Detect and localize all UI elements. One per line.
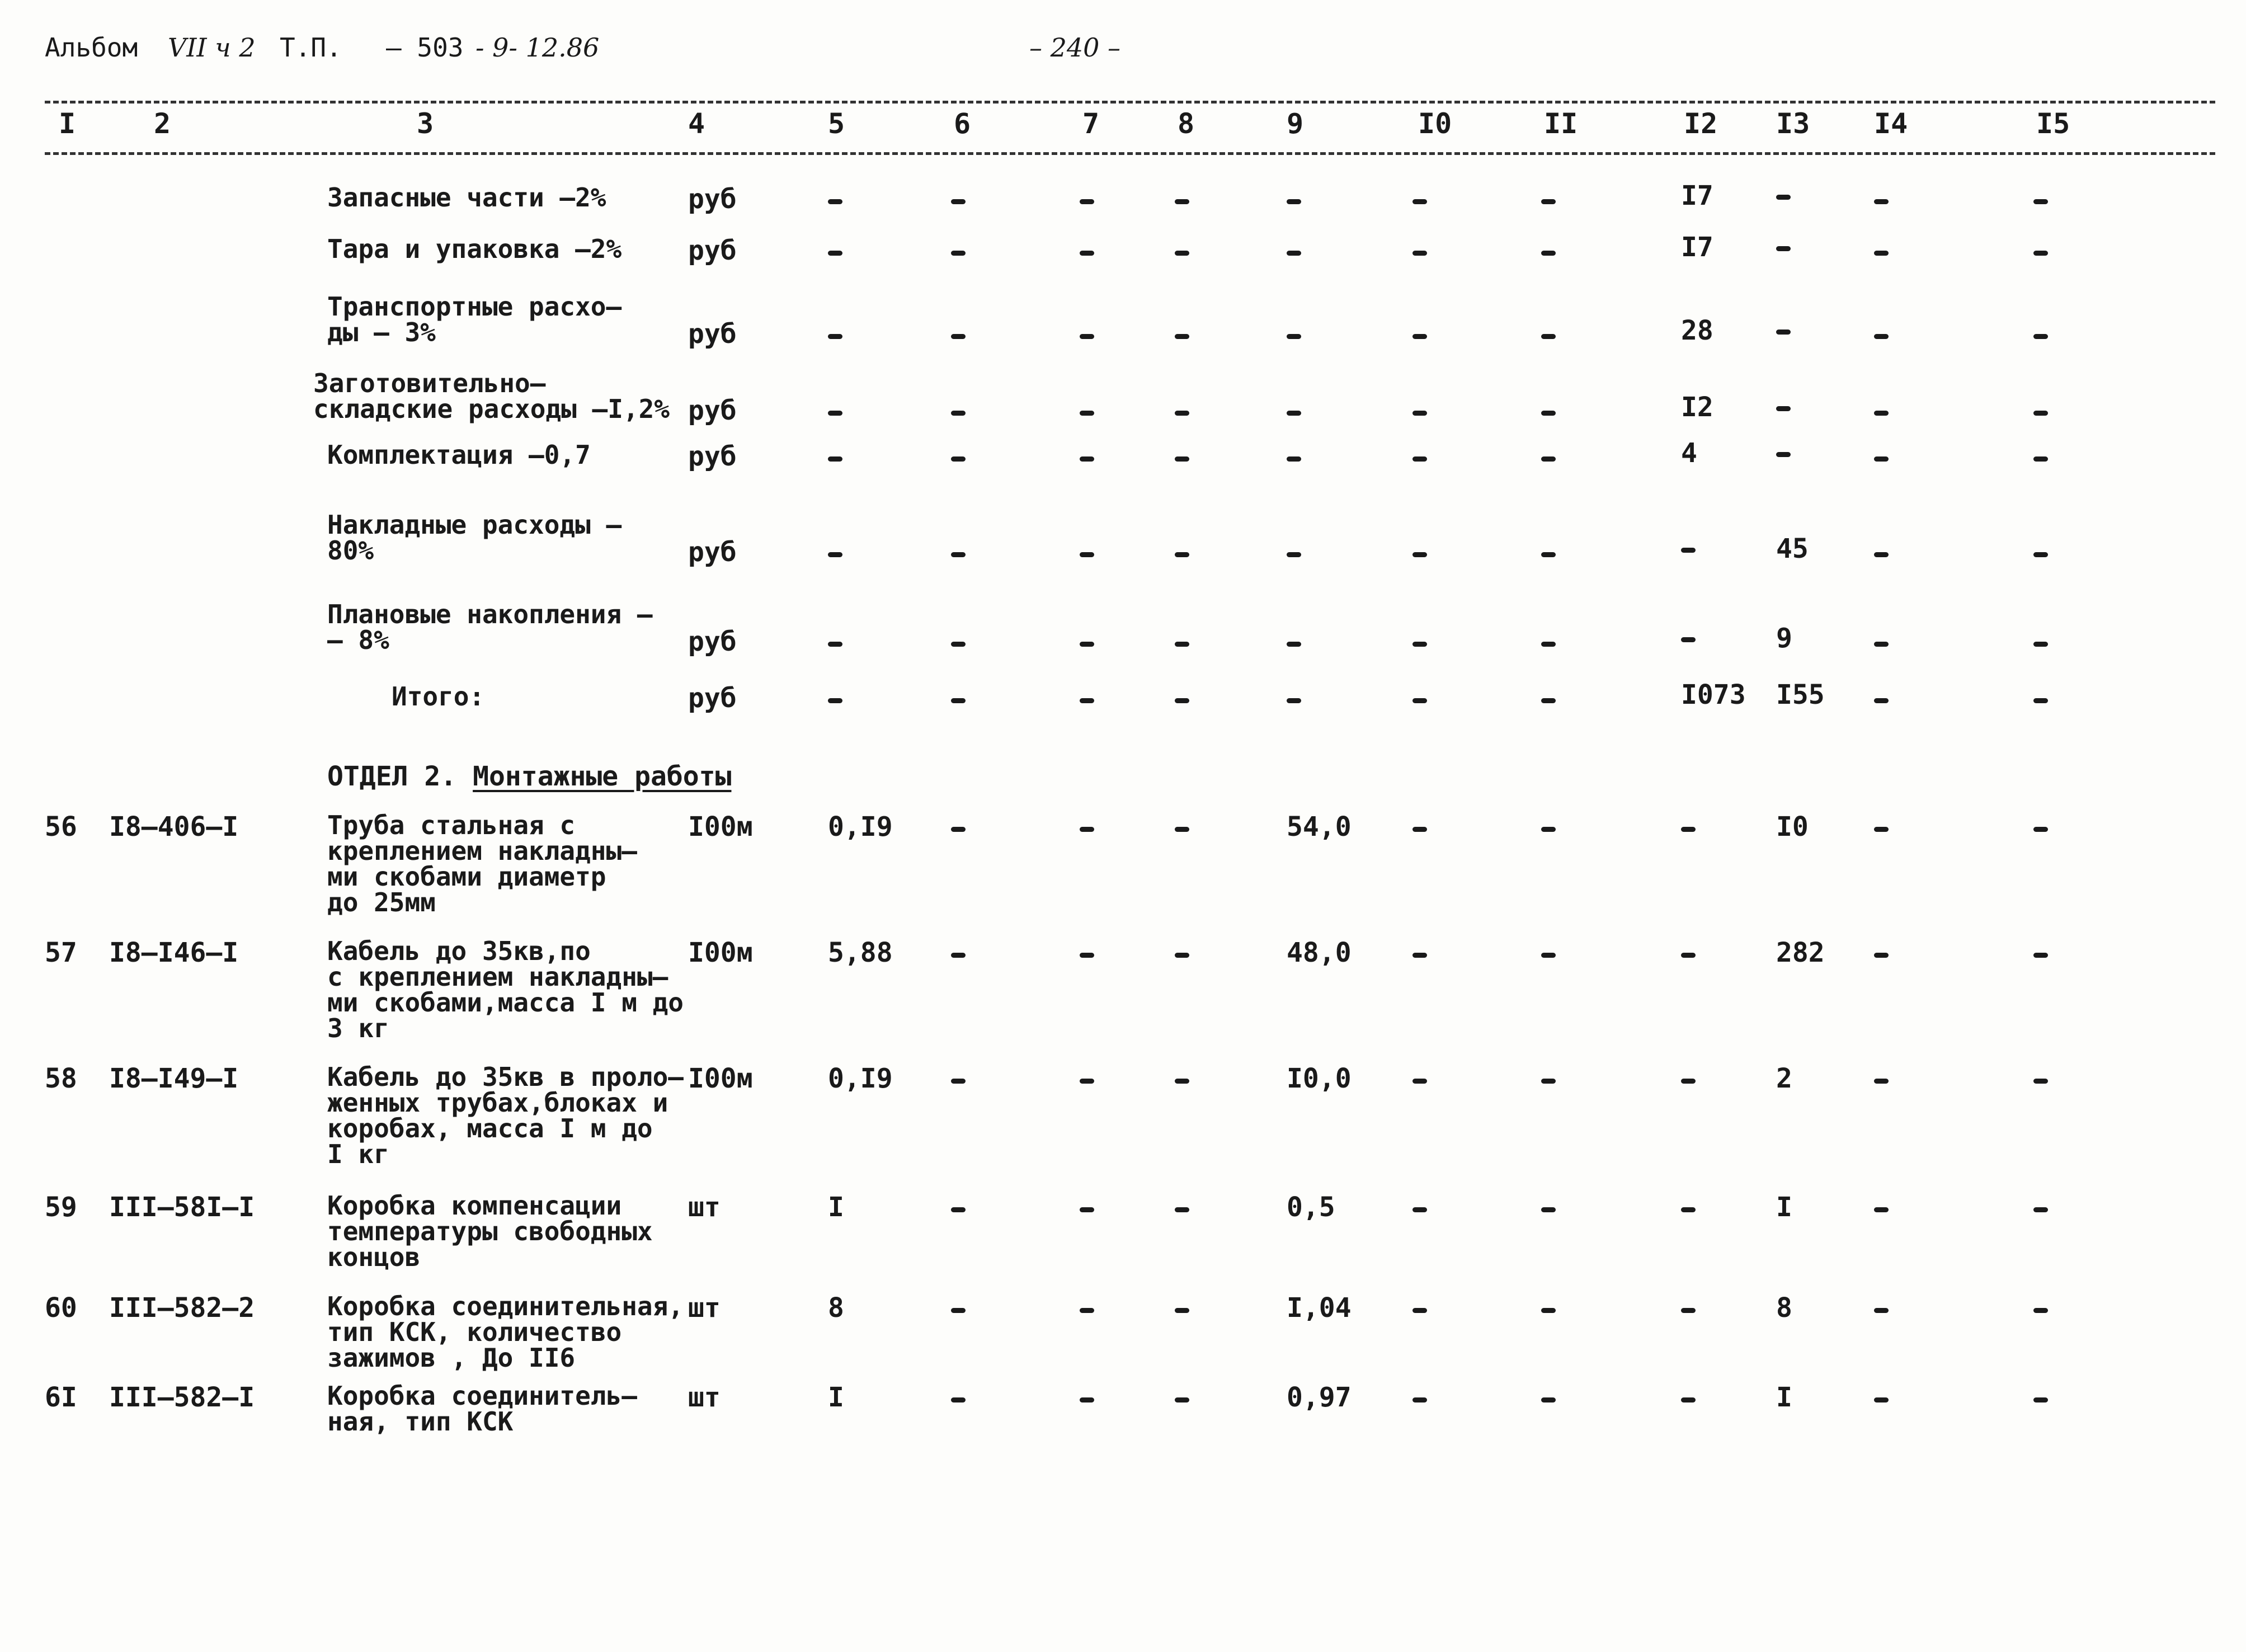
empty-cell-dash [828, 411, 842, 416]
empty-cell-dash [1541, 552, 1556, 557]
quantity-cell: 0,I9 [828, 811, 893, 843]
empty-cell-dash [1681, 1397, 1696, 1402]
empty-cell-dash [1541, 827, 1556, 832]
empty-cell-dash [1175, 1308, 1189, 1313]
empty-cell-dash [1541, 199, 1556, 204]
empty-cell-dash [1412, 1397, 1427, 1402]
row-number: 56 [45, 811, 77, 843]
empty-cell-dash [1541, 411, 1556, 416]
item-description: Комплектация –0,7 [327, 440, 591, 470]
row-number: 60 [45, 1292, 77, 1324]
empty-cell-dash [1287, 199, 1301, 204]
col12-value: I7 [1681, 232, 1713, 263]
empty-cell-dash [1681, 548, 1696, 553]
quantity-cell: 0,I9 [828, 1063, 893, 1094]
item-description: Накладные расходы – 80% [327, 510, 622, 566]
empty-cell-dash [1541, 456, 1556, 462]
empty-cell-dash [1287, 251, 1301, 256]
empty-cell-dash [1776, 246, 1791, 251]
empty-cell-dash [1175, 334, 1189, 339]
empty-cell-dash [1080, 827, 1094, 832]
col13-value: 282 [1776, 937, 1825, 968]
empty-cell-dash [1412, 698, 1427, 703]
empty-cell-dash [828, 199, 842, 204]
unit-cell: руб [688, 536, 737, 568]
empty-cell-dash [951, 642, 966, 647]
empty-cell-dash [951, 1308, 966, 1313]
empty-cell-dash [1287, 642, 1301, 647]
col13-value: 8 [1776, 1292, 1792, 1324]
project-code-prefix: – 503 [386, 32, 464, 63]
empty-cell-dash [1874, 642, 1889, 647]
section-header [327, 761, 731, 792]
empty-cell-dash [1874, 1207, 1889, 1212]
col-number: 9 [1287, 107, 1304, 140]
empty-cell-dash [2033, 552, 2048, 557]
unit-cell: руб [688, 395, 737, 426]
empty-cell-dash [1541, 1207, 1556, 1212]
quantity-cell: I [828, 1192, 844, 1223]
empty-cell-dash [1175, 953, 1189, 958]
empty-cell-dash [1874, 199, 1889, 204]
empty-cell-dash [2033, 953, 2048, 958]
col13-value: I [1776, 1382, 1792, 1413]
empty-cell-dash [1080, 552, 1094, 557]
empty-cell-dash [1874, 1308, 1889, 1313]
item-description: Коробка соединитель– ная, тип КСК [327, 1381, 637, 1437]
empty-cell-dash [1681, 827, 1696, 832]
empty-cell-dash [1175, 827, 1189, 832]
empty-cell-dash [951, 827, 966, 832]
empty-cell-dash [2033, 411, 2048, 416]
empty-cell-dash [1412, 456, 1427, 462]
rate-code: III–58I–I [109, 1192, 255, 1223]
empty-cell-dash [1681, 1207, 1696, 1212]
rate-code: I8–406–I [109, 811, 239, 843]
table-top-rule [45, 101, 2215, 103]
unit-cell: шт [688, 1292, 721, 1324]
unit-cell: шт [688, 1192, 721, 1223]
col-number: I [59, 107, 76, 140]
empty-cell-dash [951, 199, 966, 204]
empty-cell-dash [1412, 334, 1427, 339]
empty-cell-dash [1874, 411, 1889, 416]
unit-cell: шт [688, 1382, 721, 1413]
empty-cell-dash [1412, 953, 1427, 958]
empty-cell-dash [1874, 552, 1889, 557]
empty-cell-dash [1080, 642, 1094, 647]
empty-cell-dash [1287, 552, 1301, 557]
empty-cell-dash [1080, 334, 1094, 339]
empty-cell-dash [1541, 698, 1556, 703]
empty-cell-dash [1175, 456, 1189, 462]
unit-cell: руб [688, 626, 737, 657]
unit-cell: руб [688, 183, 737, 215]
empty-cell-dash [1175, 1397, 1189, 1402]
empty-cell-dash [2033, 827, 2048, 832]
empty-cell-dash [828, 642, 842, 647]
empty-cell-dash [1412, 199, 1427, 204]
rate-code: III–582–I [109, 1382, 255, 1413]
empty-cell-dash [951, 334, 966, 339]
page-number: – 240 – [1029, 32, 1121, 63]
empty-cell-dash [1874, 251, 1889, 256]
empty-cell-dash [1080, 1207, 1094, 1212]
empty-cell-dash [1287, 334, 1301, 339]
empty-cell-dash [1080, 251, 1094, 256]
empty-cell-dash [1776, 195, 1791, 200]
row-number: 6I [45, 1382, 77, 1413]
empty-cell-dash [1287, 411, 1301, 416]
empty-cell-dash [1080, 199, 1094, 204]
empty-cell-dash [828, 334, 842, 339]
empty-cell-dash [1412, 411, 1427, 416]
empty-cell-dash [951, 1207, 966, 1212]
empty-cell-dash [1412, 552, 1427, 557]
empty-cell-dash [2033, 456, 2048, 462]
empty-cell-dash [1080, 411, 1094, 416]
empty-cell-dash [1681, 1308, 1696, 1313]
item-description: Кабель до 35кв,по с креплением накладны– ми скобами,масса I м до 3 кг [327, 936, 684, 1043]
empty-cell-dash [1874, 953, 1889, 958]
rate-code: III–582–2 [109, 1292, 255, 1324]
empty-cell-dash [1412, 1207, 1427, 1212]
unit-cell: руб [688, 441, 737, 472]
quantity-cell: I [828, 1382, 844, 1413]
empty-cell-dash [951, 411, 966, 416]
empty-cell-dash [951, 1397, 966, 1402]
empty-cell-dash [2033, 251, 2048, 256]
row-number: 59 [45, 1192, 77, 1223]
col-number: 5 [828, 107, 845, 140]
empty-cell-dash [1412, 827, 1427, 832]
empty-cell-dash [1874, 827, 1889, 832]
col-number: II [1544, 107, 1578, 140]
empty-cell-dash [2033, 1397, 2048, 1402]
empty-cell-dash [951, 456, 966, 462]
col-number: 7 [1082, 107, 1100, 140]
empty-cell-dash [1541, 1079, 1556, 1084]
col-number: 6 [954, 107, 971, 140]
item-description: Итого: [392, 681, 485, 712]
unit-cell: I00м [688, 1063, 753, 1094]
empty-cell-dash [1541, 334, 1556, 339]
empty-cell-dash [951, 552, 966, 557]
empty-cell-dash [1175, 642, 1189, 647]
empty-cell-dash [1412, 251, 1427, 256]
empty-cell-dash [2033, 1207, 2048, 1212]
section-prefix: ОТДЕЛ 2. [327, 761, 457, 792]
empty-cell-dash [1874, 334, 1889, 339]
col12-value: 4 [1681, 437, 1697, 469]
empty-cell-dash [1541, 251, 1556, 256]
empty-cell-dash [1541, 1397, 1556, 1402]
empty-cell-dash [1080, 1397, 1094, 1402]
album-label: Альбом [45, 32, 138, 63]
empty-cell-dash [2033, 1079, 2048, 1084]
section-title: Монтажные работы [473, 761, 732, 792]
empty-cell-dash [1874, 698, 1889, 703]
empty-cell-dash [1776, 406, 1791, 411]
empty-cell-dash [951, 1079, 966, 1084]
col12-value: I7 [1681, 180, 1713, 211]
col9-value: 48,0 [1287, 937, 1352, 968]
empty-cell-dash [1175, 199, 1189, 204]
empty-cell-dash [1541, 1308, 1556, 1313]
empty-cell-dash [2033, 698, 2048, 703]
empty-cell-dash [2033, 1308, 2048, 1313]
empty-cell-dash [1874, 1079, 1889, 1084]
item-description: Кабель до 35кв в проло– женных трубах,блоках и коробах, масса I м до I кг [327, 1062, 684, 1169]
empty-cell-dash [1175, 1079, 1189, 1084]
album-number: VII ч 2 [168, 32, 256, 63]
empty-cell-dash [1541, 642, 1556, 647]
empty-cell-dash [1412, 642, 1427, 647]
col-number: 8 [1178, 107, 1195, 140]
empty-cell-dash [1412, 1079, 1427, 1084]
col-number: I3 [1776, 107, 1810, 140]
empty-cell-dash [828, 251, 842, 256]
empty-cell-dash [1681, 637, 1696, 642]
col-number: I4 [1874, 107, 1908, 140]
empty-cell-dash [828, 552, 842, 557]
empty-cell-dash [1541, 953, 1556, 958]
empty-cell-dash [2033, 199, 2048, 204]
empty-cell-dash [1080, 1308, 1094, 1313]
empty-cell-dash [1175, 698, 1189, 703]
rate-code: I8–I49–I [109, 1063, 239, 1094]
col12-value: I2 [1681, 392, 1713, 423]
quantity-cell: 8 [828, 1292, 844, 1324]
row-number: 57 [45, 937, 77, 968]
col-number: 4 [688, 107, 705, 140]
col12-value: I073 [1681, 679, 1746, 710]
col-number: 2 [154, 107, 171, 140]
col-number: 3 [417, 107, 434, 140]
table-header-rule [45, 152, 2215, 155]
item-description: Запасные части –2% [327, 182, 606, 213]
empty-cell-dash [1874, 1397, 1889, 1402]
empty-cell-dash [951, 698, 966, 703]
item-description: Заготовительно– складские расходы –I,2% [313, 368, 670, 424]
item-description: Коробка соединительная, тип КСК, количество зажимов , До II6 [327, 1291, 684, 1373]
empty-cell-dash [1080, 1079, 1094, 1084]
col9-value: I0,0 [1287, 1063, 1352, 1094]
project-code-handwritten: - 9- 12.86 [475, 32, 600, 63]
col9-value: 54,0 [1287, 811, 1352, 843]
col13-value: I0 [1776, 811, 1809, 843]
empty-cell-dash [951, 251, 966, 256]
empty-cell-dash [1681, 953, 1696, 958]
empty-cell-dash [1080, 953, 1094, 958]
unit-cell: I00м [688, 811, 753, 843]
item-description: Коробка компенсации температуры свободных концов [327, 1190, 653, 1272]
col13-value: 45 [1776, 533, 1809, 564]
tp-label: Т.П. [280, 32, 342, 63]
quantity-cell: 5,88 [828, 937, 893, 968]
col12-value: 28 [1681, 315, 1713, 346]
empty-cell-dash [2033, 334, 2048, 339]
empty-cell-dash [1175, 552, 1189, 557]
item-description: Тара и упаковка –2% [327, 234, 622, 264]
item-description: Плановые накопления – – 8% [327, 599, 653, 655]
col9-value: 0,5 [1287, 1192, 1335, 1223]
unit-cell: I00м [688, 937, 753, 968]
col9-value: I,04 [1287, 1292, 1352, 1324]
empty-cell-dash [951, 953, 966, 958]
col13-value: 9 [1776, 623, 1792, 654]
empty-cell-dash [828, 456, 842, 462]
unit-cell: руб [688, 235, 737, 266]
col13-value: I55 [1776, 679, 1825, 710]
unit-cell: руб [688, 683, 737, 714]
col-number: I0 [1418, 107, 1452, 140]
empty-cell-dash [1080, 698, 1094, 703]
empty-cell-dash [1874, 456, 1889, 462]
col-number: I5 [2036, 107, 2070, 140]
empty-cell-dash [1776, 330, 1791, 335]
empty-cell-dash [1175, 411, 1189, 416]
empty-cell-dash [1776, 452, 1791, 457]
item-description: Труба стальная с креплением накладны– ми скобами диаметр до 25мм [327, 810, 637, 917]
empty-cell-dash [2033, 642, 2048, 647]
empty-cell-dash [1175, 1207, 1189, 1212]
col-number: I2 [1684, 107, 1718, 140]
col13-value: I [1776, 1192, 1792, 1223]
empty-cell-dash [1287, 698, 1301, 703]
col13-value: 2 [1776, 1063, 1792, 1094]
col9-value: 0,97 [1287, 1382, 1352, 1413]
empty-cell-dash [1681, 1079, 1696, 1084]
row-number: 58 [45, 1063, 77, 1094]
empty-cell-dash [828, 698, 842, 703]
rate-code: I8–I46–I [109, 937, 239, 968]
empty-cell-dash [1287, 456, 1301, 462]
empty-cell-dash [1175, 251, 1189, 256]
item-description: Транспортные расхо– ды – 3% [327, 291, 622, 347]
unit-cell: руб [688, 318, 737, 350]
empty-cell-dash [1080, 456, 1094, 462]
empty-cell-dash [1412, 1308, 1427, 1313]
